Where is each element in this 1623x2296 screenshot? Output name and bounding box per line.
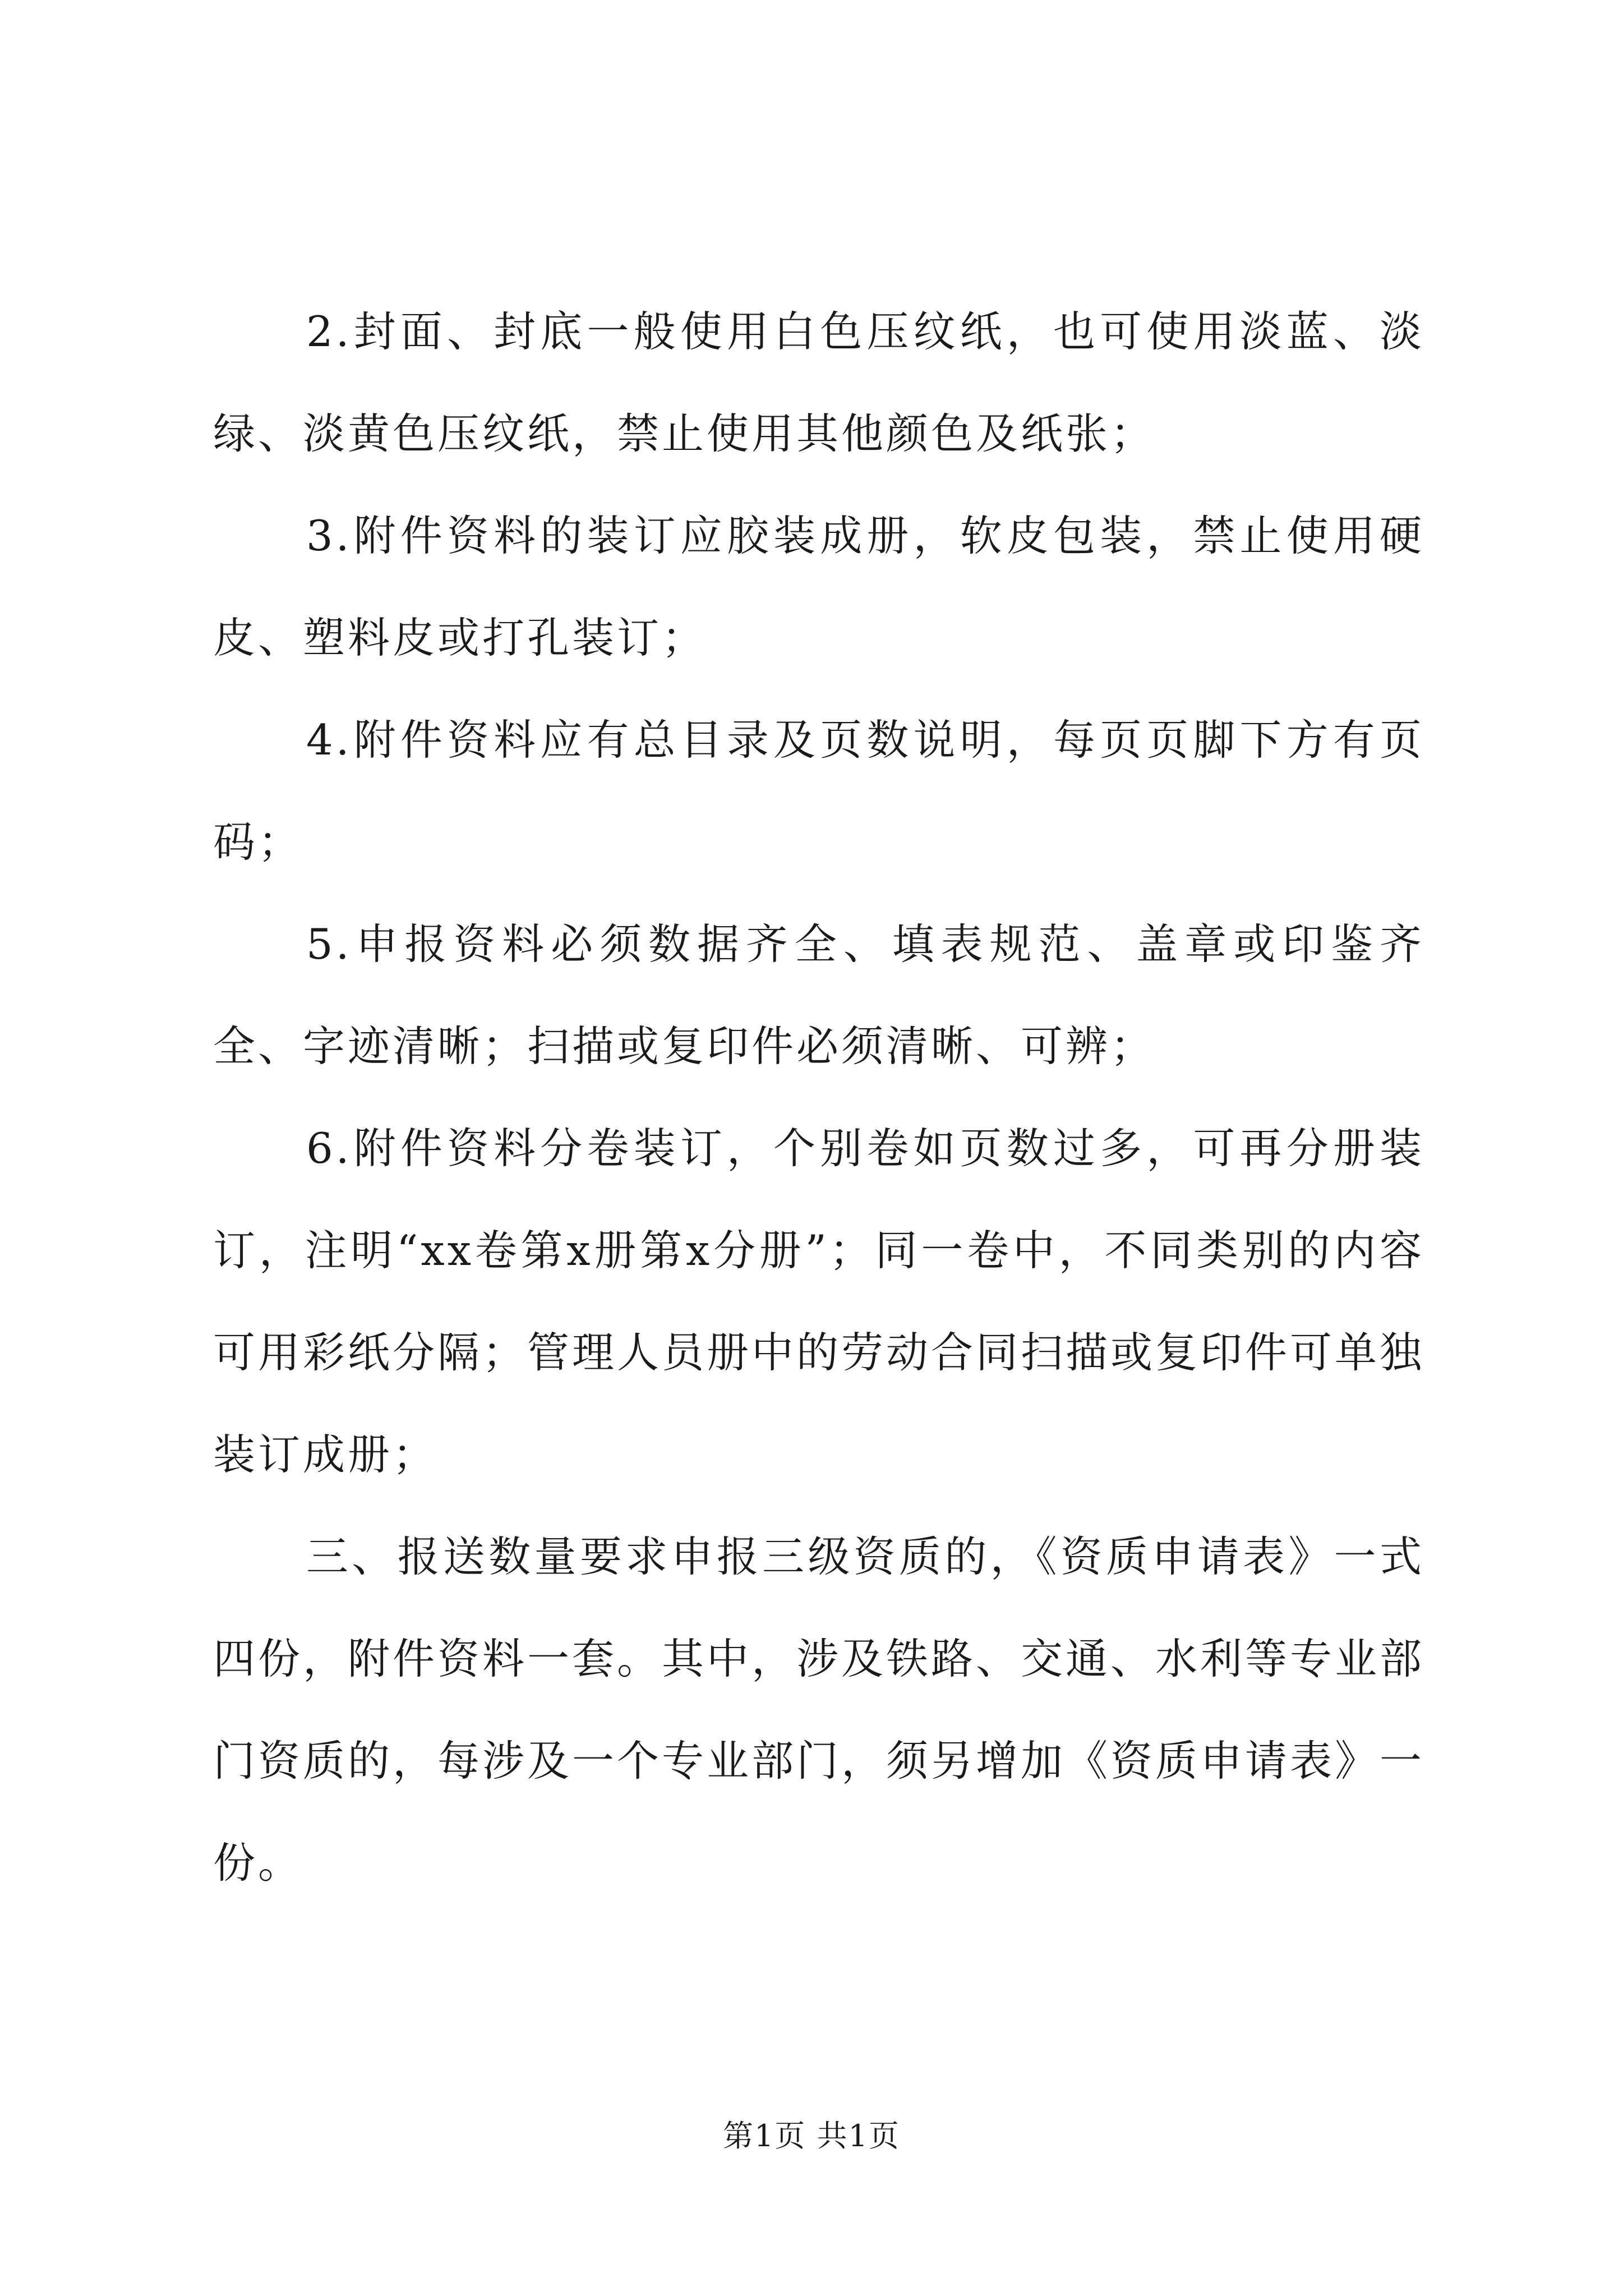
document-body [213,280,1424,1914]
paragraph-volume-binding: 6.附件资料分卷装订，个别卷如页数过多，可再分册装订，注明“xx卷第x册第x分册”；同一卷中，不同类别的内容可用彩纸分隔；管理人员册中的劳动合同扫描或复印件可单独装订成册； [213,1124,1425,1479]
paragraph-data-requirements: 5.申报资料必须数据齐全、填表规范、盖章或印鉴齐全、字迹清晰；扫描或复印件必须清晰、可辨； [213,919,1424,1071]
paragraph-binding: 3.附件资料的装订应胶装成册，软皮包装，禁止使用硬皮、塑料皮或打孔装订； [213,511,1424,662]
page-footer: 第1页 共1页 [723,2118,900,2154]
paragraph-table-of-contents: 4.附件资料应有总目录及页数说明，每页页脚下方有页码； [213,715,1424,867]
paragraph-cover-paper: 2.封面、封底一般使用白色压纹纸，也可使用淡蓝、淡绿、淡黄色压纹纸，禁止使用其他颜色及纸张； [213,307,1424,458]
paragraph-submission-quantity: 三、报送数量要求申报三级资质的，《资质申请表》一式四份，附件资料一套。其中，涉及铁路、交通、水利等专业部门资质的，每涉及一个专业部门，须另增加《资质申请表》一份。 [213,1532,1425,1888]
